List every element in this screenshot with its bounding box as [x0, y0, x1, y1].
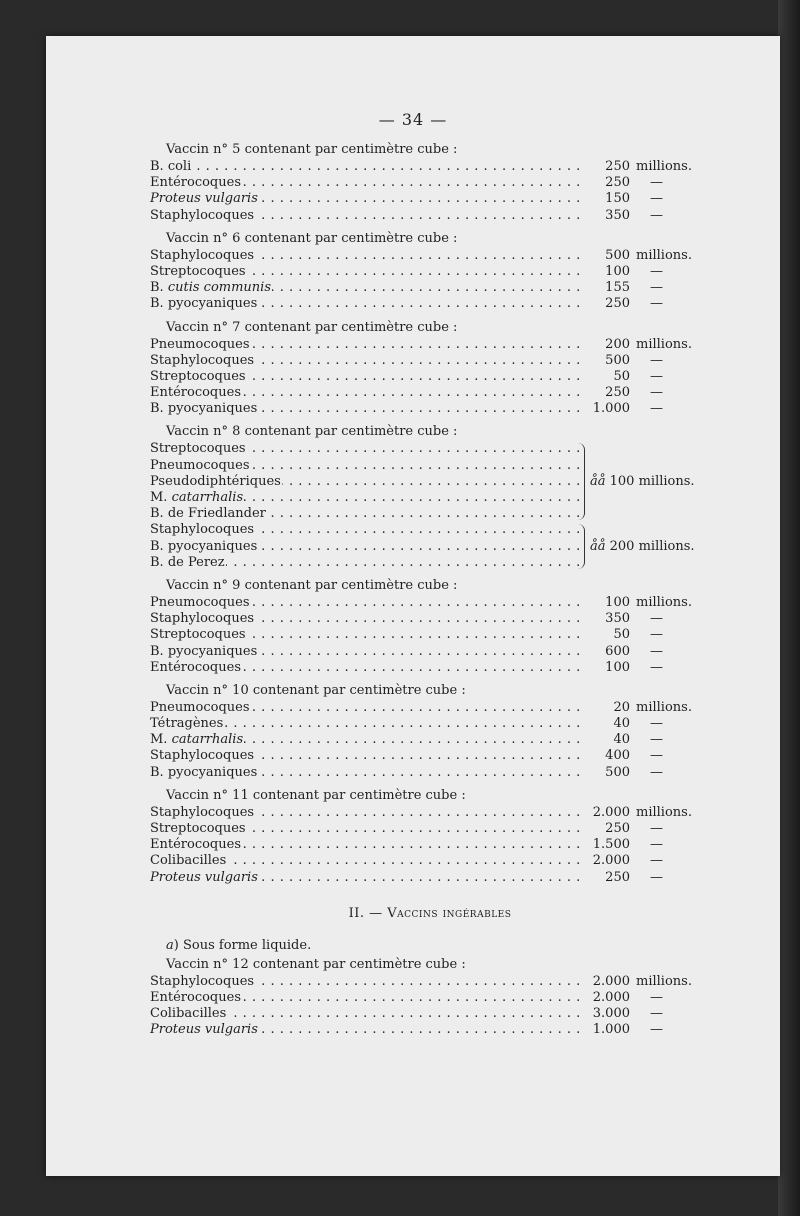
item-leader — [150, 644, 580, 660]
item-quantity: 40 — [613, 716, 630, 732]
item-quantity: 600 — [605, 643, 630, 659]
item-leader — [150, 296, 580, 312]
item-name: B. de Perez — [150, 554, 225, 570]
item-quantity: 100 — [605, 659, 630, 675]
table-row — [150, 264, 710, 280]
item-name: Entérocoques — [150, 385, 241, 401]
item-quantity: 400 — [605, 748, 630, 764]
vaccine-list — [150, 141, 710, 1045]
item-name: B. coli — [150, 159, 192, 174]
item-quantity: 50 — [613, 368, 630, 384]
table-row — [150, 191, 710, 207]
item-name: Colibacilles — [150, 1006, 227, 1022]
item-name: Staphylocoques — [150, 522, 255, 538]
item-leader — [150, 853, 580, 869]
item-leader — [150, 821, 580, 837]
item-name: Pneumocoques — [150, 594, 250, 610]
item-unit: — — [650, 643, 663, 659]
table-row — [150, 159, 710, 175]
vaccine-group — [150, 577, 710, 676]
item-quantity: 250 — [605, 869, 630, 885]
item-leader — [150, 369, 580, 385]
subsection-text: ) Sous forme liquide. — [173, 937, 312, 953]
table-row — [150, 990, 710, 1006]
item-leader — [150, 458, 580, 474]
item-quantity: 200 — [605, 336, 630, 352]
item-name: Entérocoques — [150, 837, 241, 853]
item-quantity: 100 — [605, 594, 630, 610]
item-leader — [150, 837, 580, 853]
item-quantity: 150 — [605, 191, 630, 207]
item-name: Pneumocoques — [150, 457, 250, 473]
table-row — [150, 660, 710, 676]
item-name: Streptocoques — [150, 368, 246, 384]
item-leader — [150, 990, 580, 1006]
document-page — [46, 36, 780, 1176]
item-name: Staphylocoques — [150, 207, 255, 223]
item-name: Entérocoques — [150, 659, 241, 675]
item-leader — [150, 1006, 580, 1022]
table-row — [150, 853, 710, 869]
item-leader — [150, 716, 580, 732]
item-unit: — — [650, 368, 663, 384]
item-name: Proteus vulgaris — [150, 869, 258, 885]
item-name: Staphylocoques — [150, 973, 255, 989]
section-title — [150, 904, 710, 924]
item-unit: millions. — [636, 594, 692, 610]
item-leader — [150, 506, 580, 522]
item-leader — [150, 490, 580, 506]
item-name: B. de Friedlander — [150, 506, 266, 522]
item-unit: — — [650, 732, 663, 748]
vaccine-group — [150, 319, 710, 418]
item-leader — [150, 337, 580, 353]
item-unit: — — [650, 207, 663, 223]
item-name: Staphylocoques — [150, 247, 255, 263]
item-name: B. pyocyaniques — [150, 296, 258, 312]
table-row — [150, 208, 710, 224]
item-leader — [150, 748, 580, 764]
item-quantity: 40 — [613, 732, 630, 748]
item-leader — [150, 522, 580, 538]
item-name: Streptocoques — [150, 627, 246, 643]
item-quantity: 2.000 — [592, 989, 630, 1005]
item-quantity: 155 — [605, 280, 630, 296]
item-name: Entérocoques — [150, 175, 241, 191]
group-heading: Vaccin n° 11 contenant par centimètre cube : — [166, 787, 466, 803]
table-row — [150, 644, 710, 660]
brace-group-a — [150, 441, 710, 522]
item-name: Tétragènes — [150, 716, 224, 732]
item-leader — [150, 264, 580, 280]
table-row — [150, 974, 710, 990]
item-quantity: 20 — [613, 699, 630, 715]
item-unit: — — [650, 748, 663, 764]
group-heading: Vaccin n° 9 contenant par centimètre cube : — [166, 577, 458, 593]
item-unit: — — [650, 716, 663, 732]
table-row — [150, 506, 710, 522]
vaccine-groups-part2 — [150, 577, 710, 886]
item-quantity: 350 — [605, 207, 630, 223]
item-name: Staphylocoques — [150, 748, 255, 764]
item-leader — [150, 765, 580, 781]
table-row — [150, 522, 710, 538]
item-leader — [150, 159, 580, 175]
item-quantity: 500 — [605, 352, 630, 368]
item-name-italic: catarrhalis — [171, 732, 244, 748]
subsection-heading — [166, 936, 710, 956]
brace-mark — [578, 443, 585, 520]
item-leader — [150, 627, 580, 643]
table-row — [150, 627, 710, 643]
item-unit: millions. — [636, 159, 692, 174]
group-heading: Vaccin n° 8 contenant par centimètre cube : — [166, 424, 458, 440]
vaccine-group — [150, 787, 710, 886]
table-row — [150, 441, 710, 457]
table-row — [150, 490, 710, 506]
item-leader — [150, 732, 580, 748]
table-row — [150, 821, 710, 837]
item-name: M. catarrhalis — [150, 732, 244, 748]
item-unit: — — [650, 263, 663, 279]
item-quantity: 1.000 — [592, 401, 630, 417]
item-quantity: 250 — [605, 821, 630, 836]
item-quantity: 2.000 — [592, 853, 630, 869]
item-leader — [150, 611, 580, 627]
item-name: M. catarrhalis — [150, 490, 244, 505]
item-leader — [150, 870, 580, 886]
vaccine-group — [150, 230, 710, 313]
item-leader — [150, 474, 580, 490]
brace-label-value: 200 millions. — [609, 538, 695, 554]
item-leader — [150, 660, 580, 676]
item-leader — [150, 175, 580, 191]
vaccine-group — [150, 141, 710, 224]
table-row — [150, 765, 710, 781]
table-row — [150, 458, 710, 474]
item-leader — [150, 248, 580, 264]
item-unit: — — [650, 869, 663, 885]
vaccine-group-8 — [150, 423, 710, 571]
item-leader — [150, 385, 580, 401]
item-leader — [150, 555, 580, 571]
item-unit: millions. — [636, 973, 692, 989]
book-edge — [778, 0, 800, 1216]
item-quantity: 500 — [605, 247, 630, 263]
brace-group-b — [150, 522, 710, 571]
item-unit: — — [650, 385, 663, 401]
item-quantity: 2.000 — [592, 973, 630, 989]
table-row — [150, 1022, 710, 1038]
item-unit: — — [650, 175, 663, 191]
item-leader — [150, 191, 580, 207]
table-row — [150, 837, 710, 853]
item-unit: — — [650, 764, 663, 780]
table-row — [150, 385, 710, 401]
item-unit: — — [650, 1006, 663, 1022]
group-heading: Vaccin n° 7 contenant par centimètre cube : — [166, 319, 458, 335]
item-quantity: 2.000 — [592, 804, 630, 820]
table-row — [150, 248, 710, 264]
item-unit: — — [650, 401, 663, 417]
brace-label — [590, 539, 695, 554]
item-name: Streptocoques — [150, 263, 246, 279]
item-leader — [150, 700, 580, 716]
brace-label-prefix: åå — [590, 538, 610, 554]
item-leader — [150, 401, 580, 417]
item-unit: — — [650, 627, 663, 643]
item-unit: millions. — [636, 247, 692, 263]
table-row — [150, 716, 710, 732]
item-quantity: 50 — [613, 627, 630, 643]
item-name: Pneumocoques — [150, 699, 250, 715]
item-name: Proteus vulgaris — [150, 191, 258, 207]
item-unit: — — [650, 853, 663, 869]
table-row — [150, 175, 710, 191]
item-unit: millions. — [636, 336, 692, 352]
table-row — [150, 611, 710, 627]
table-row — [150, 870, 710, 886]
item-unit: millions. — [636, 699, 692, 715]
item-unit: — — [650, 659, 663, 675]
item-name: B. cutis communis — [150, 280, 272, 296]
item-quantity: 100 — [605, 263, 630, 279]
section-title-prefix: II. — — [348, 905, 388, 921]
item-name: Streptocoques — [150, 441, 246, 457]
table-row — [150, 369, 710, 385]
item-quantity: 1.000 — [592, 1022, 630, 1038]
item-name-italic: cutis communis — [167, 280, 272, 296]
item-name: Staphylocoques — [150, 611, 255, 627]
item-name: Streptocoques — [150, 821, 246, 836]
item-leader — [150, 1022, 580, 1038]
brace-label-prefix: åå — [590, 473, 610, 489]
item-leader — [150, 595, 580, 611]
item-name: Colibacilles — [150, 853, 227, 869]
item-name: Entérocoques — [150, 989, 241, 1005]
table-row — [150, 700, 710, 716]
item-unit: — — [650, 1022, 663, 1038]
item-unit: — — [650, 296, 663, 312]
table-row — [150, 401, 710, 417]
table-row — [150, 1006, 710, 1022]
item-leader — [150, 353, 580, 369]
table-row — [150, 296, 710, 312]
table-row — [150, 337, 710, 353]
group-heading: Vaccin n° 10 contenant par centimètre cube : — [166, 682, 466, 698]
item-quantity: 250 — [605, 385, 630, 401]
item-unit: millions. — [636, 804, 692, 820]
item-leader — [150, 805, 580, 821]
item-leader — [150, 974, 580, 990]
item-name: Proteus vulgaris — [150, 1022, 258, 1038]
table-row — [150, 353, 710, 369]
table-row — [150, 732, 710, 748]
item-unit: — — [650, 280, 663, 296]
item-quantity: 3.000 — [592, 1006, 630, 1022]
item-quantity: 350 — [605, 611, 630, 627]
vaccine-groups-part3 — [150, 956, 710, 1039]
item-unit: — — [650, 837, 663, 853]
item-name-italic: catarrhalis — [171, 490, 244, 505]
group-heading: Vaccin n° 6 contenant par centimètre cube : — [166, 230, 458, 246]
item-quantity: 250 — [605, 175, 630, 191]
table-row — [150, 748, 710, 764]
table-row — [150, 595, 710, 611]
vaccine-group — [150, 956, 710, 1039]
table-row — [150, 805, 710, 821]
item-name: Staphylocoques — [150, 804, 255, 820]
brace-label-value: 100 millions. — [609, 473, 695, 489]
item-unit: — — [650, 989, 663, 1005]
subsection-letter: a — [166, 937, 174, 953]
item-unit: — — [650, 611, 663, 627]
vaccine-groups-part1 — [150, 141, 710, 417]
item-name: Pseudodiphtériques — [150, 473, 281, 489]
item-name: Pneumocoques — [150, 336, 250, 352]
item-name: B. pyocyaniques — [150, 401, 258, 417]
item-unit: — — [650, 191, 663, 207]
item-name: Staphylocoques — [150, 352, 255, 368]
brace-mark — [578, 524, 585, 569]
item-quantity: 500 — [605, 764, 630, 780]
group-heading: Vaccin n° 5 contenant par centimètre cube : — [166, 142, 458, 157]
brace-label — [590, 474, 695, 489]
item-leader — [150, 539, 580, 555]
item-name: B. pyocyaniques — [150, 538, 258, 554]
item-unit: — — [650, 352, 663, 368]
item-name: B. pyocyaniques — [150, 764, 258, 780]
table-row — [150, 280, 710, 296]
page-number: — 34 — — [378, 110, 448, 129]
group-heading: Vaccin n° 12 contenant par centimètre cube : — [166, 956, 466, 972]
vaccine-group — [150, 682, 710, 781]
item-quantity: 250 — [605, 296, 630, 312]
item-leader — [150, 208, 580, 224]
item-leader — [150, 280, 580, 296]
item-leader — [150, 441, 580, 457]
item-name: B. pyocyaniques — [150, 643, 258, 659]
section-title-text: Vaccins ingérables — [387, 905, 512, 921]
item-unit: — — [650, 821, 663, 836]
item-quantity: 250 — [605, 159, 630, 174]
item-quantity: 1.500 — [592, 837, 630, 853]
table-row — [150, 555, 710, 571]
